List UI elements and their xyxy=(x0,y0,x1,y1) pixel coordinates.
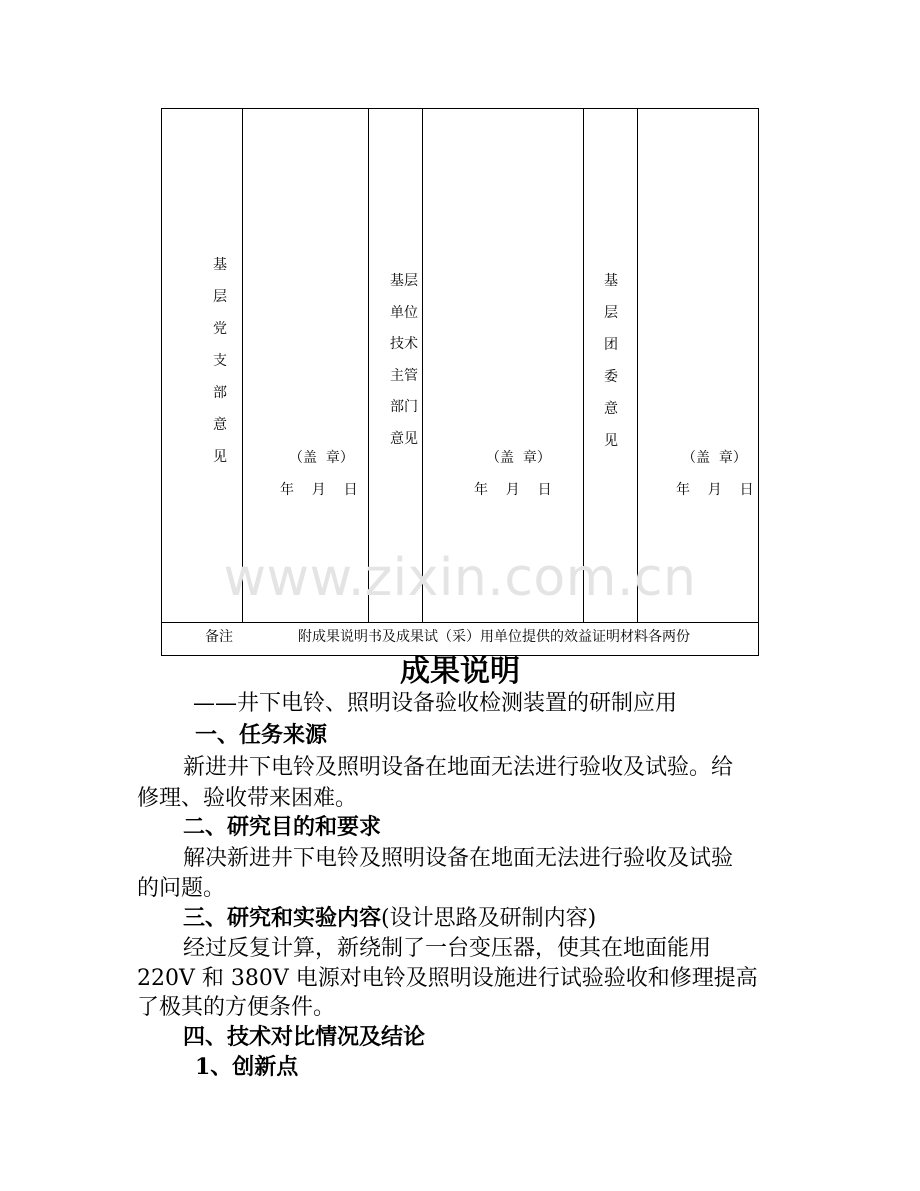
paragraph-line: 220V 和 380V 电源对电铃及照明设施进行试验验收和修理提高 xyxy=(137,966,758,991)
paragraph-line: 的问题。 xyxy=(137,876,226,901)
section-heading-text: 三、研究和实验内容 xyxy=(183,905,382,931)
paragraph-line: 新进井下电铃及照明设备在地面无法进行验收及试验。给 xyxy=(183,755,734,780)
paragraph-line: 了极其的方便条件。 xyxy=(137,995,336,1020)
table-divider xyxy=(368,108,369,623)
section-heading: 一、任务来源 xyxy=(195,722,328,748)
table-border-top xyxy=(161,108,759,109)
page-title: 成果说明 xyxy=(400,654,520,689)
table-divider xyxy=(637,108,638,623)
section-heading: 四、技术对比情况及结论 xyxy=(183,1024,426,1050)
page-subtitle: ——井下电铃、照明设备验收检测装置的研制应用 xyxy=(193,691,678,716)
date-placeholder: 年 月 日 xyxy=(474,482,552,498)
party-branch-opinion-label: 基 层 党 支 部 意 见 xyxy=(213,257,227,465)
table-row-divider xyxy=(161,622,759,623)
paragraph-line: 修理、验收带来困难。 xyxy=(137,786,358,811)
technical-dept-opinion-label: 基层 单位 技术 主管 部门 意见 xyxy=(390,273,418,447)
seal-placeholder: （盖 章） xyxy=(289,450,354,466)
note-label: 备注 xyxy=(205,629,233,645)
seal-placeholder: （盖 章） xyxy=(486,450,551,466)
note-text: 附成果说明书及成果试（采）用单位提供的效益证明材料各两份 xyxy=(298,629,690,645)
section-heading: 二、研究目的和要求 xyxy=(183,814,382,840)
date-placeholder: 年 月 日 xyxy=(676,482,754,498)
section-heading-note: (设计思路及研制内容) xyxy=(381,906,597,931)
seal-placeholder: （盖 章） xyxy=(682,450,747,466)
section-heading xyxy=(183,901,596,932)
table-divider xyxy=(242,108,243,623)
subsection-heading: 1、创新点 xyxy=(195,1054,299,1080)
table-divider xyxy=(583,108,584,623)
youth-league-opinion-label: 基 层 团 委 意 见 xyxy=(604,273,618,449)
watermark: www.zixin.com.cn xyxy=(223,548,697,608)
paragraph-line: 解决新进井下电铃及照明设备在地面无法进行验收及试验 xyxy=(183,846,734,871)
paragraph-line: 经过反复计算，新绕制了一台变压器，使其在地面能用 xyxy=(183,936,712,961)
date-placeholder: 年 月 日 xyxy=(280,482,358,498)
